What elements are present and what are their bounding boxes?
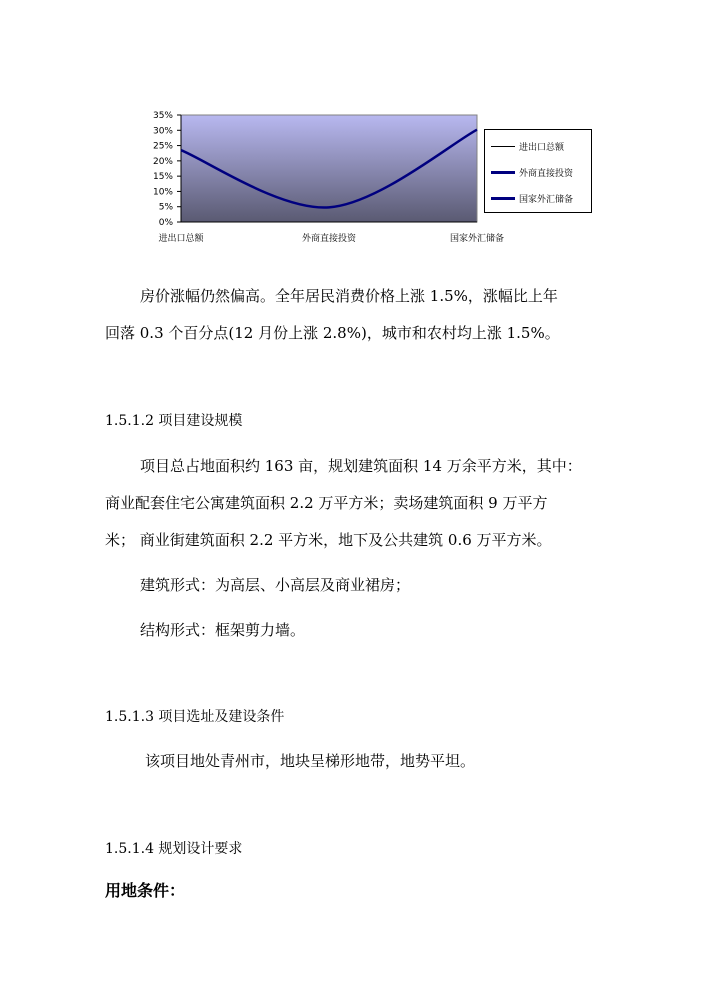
paragraph-line: 米； 商业街建筑面积 2.2 平方米，地下及公共建筑 0.6 万平方米。 [105, 531, 552, 549]
y-tick-label: 5% [158, 202, 173, 213]
paragraph-line: 结构形式：框架剪力墙。 [140, 621, 306, 639]
legend-label-2: 国家外汇储备 [519, 195, 574, 205]
paragraph-line: 该项目地处青州市，地块呈梯形地带，地势平坦。 [145, 752, 476, 770]
legend-item-1 [491, 166, 591, 178]
paragraph-line: 建筑形式：为高层、小高层及商业裙房； [140, 576, 411, 594]
legend-label-0: 进出口总额 [519, 143, 565, 153]
chart-legend [484, 129, 592, 213]
x-tick-label: 外商直接投资 [301, 234, 357, 244]
y-tick-label: 30% [152, 126, 173, 137]
y-tick-label: 10% [152, 187, 173, 198]
section-heading-1513: 1.5.1.3 项目选址及建设条件 [105, 709, 285, 725]
paragraph-line: 房价涨幅仍然偏高。全年居民消费价格上涨 1.5%，涨幅比上年 [140, 287, 558, 305]
legend-item-0 [491, 140, 591, 152]
subheading-land-conditions: 用地条件： [105, 881, 186, 900]
paragraph-line: 项目总占地面积约 163 亩，规划建筑面积 14 万余平方米，其中： [140, 457, 582, 475]
section-heading-1514: 1.5.1.4 规划设计要求 [105, 841, 243, 857]
x-tick-label: 进出口总额 [158, 234, 204, 244]
y-tick-label: 20% [152, 156, 173, 167]
x-tick-label: 国家外汇储备 [449, 234, 505, 244]
y-tick-label: 15% [152, 172, 173, 183]
legend-label-1: 外商直接投资 [519, 169, 574, 179]
legend-swatch-1 [491, 171, 515, 174]
plot-area [181, 115, 477, 222]
paragraph-line: 回落 0.3 个百分点(12 月份上涨 2.8%)，城市和农村均上涨 1.5%。 [105, 324, 560, 342]
y-tick-label: 25% [152, 141, 173, 152]
section-heading-1512: 1.5.1.2 项目建设规模 [105, 413, 243, 429]
legend-swatch-2 [491, 197, 515, 200]
legend-item-2 [491, 192, 591, 204]
paragraph-line: 商业配套住宅公寓建筑面积 2.2 万平方米；卖场建筑面积 9 万平方 [105, 494, 548, 512]
y-tick-label: 0% [158, 218, 173, 228]
y-tick-label: 35% [152, 111, 173, 121]
legend-swatch-0 [491, 146, 515, 147]
